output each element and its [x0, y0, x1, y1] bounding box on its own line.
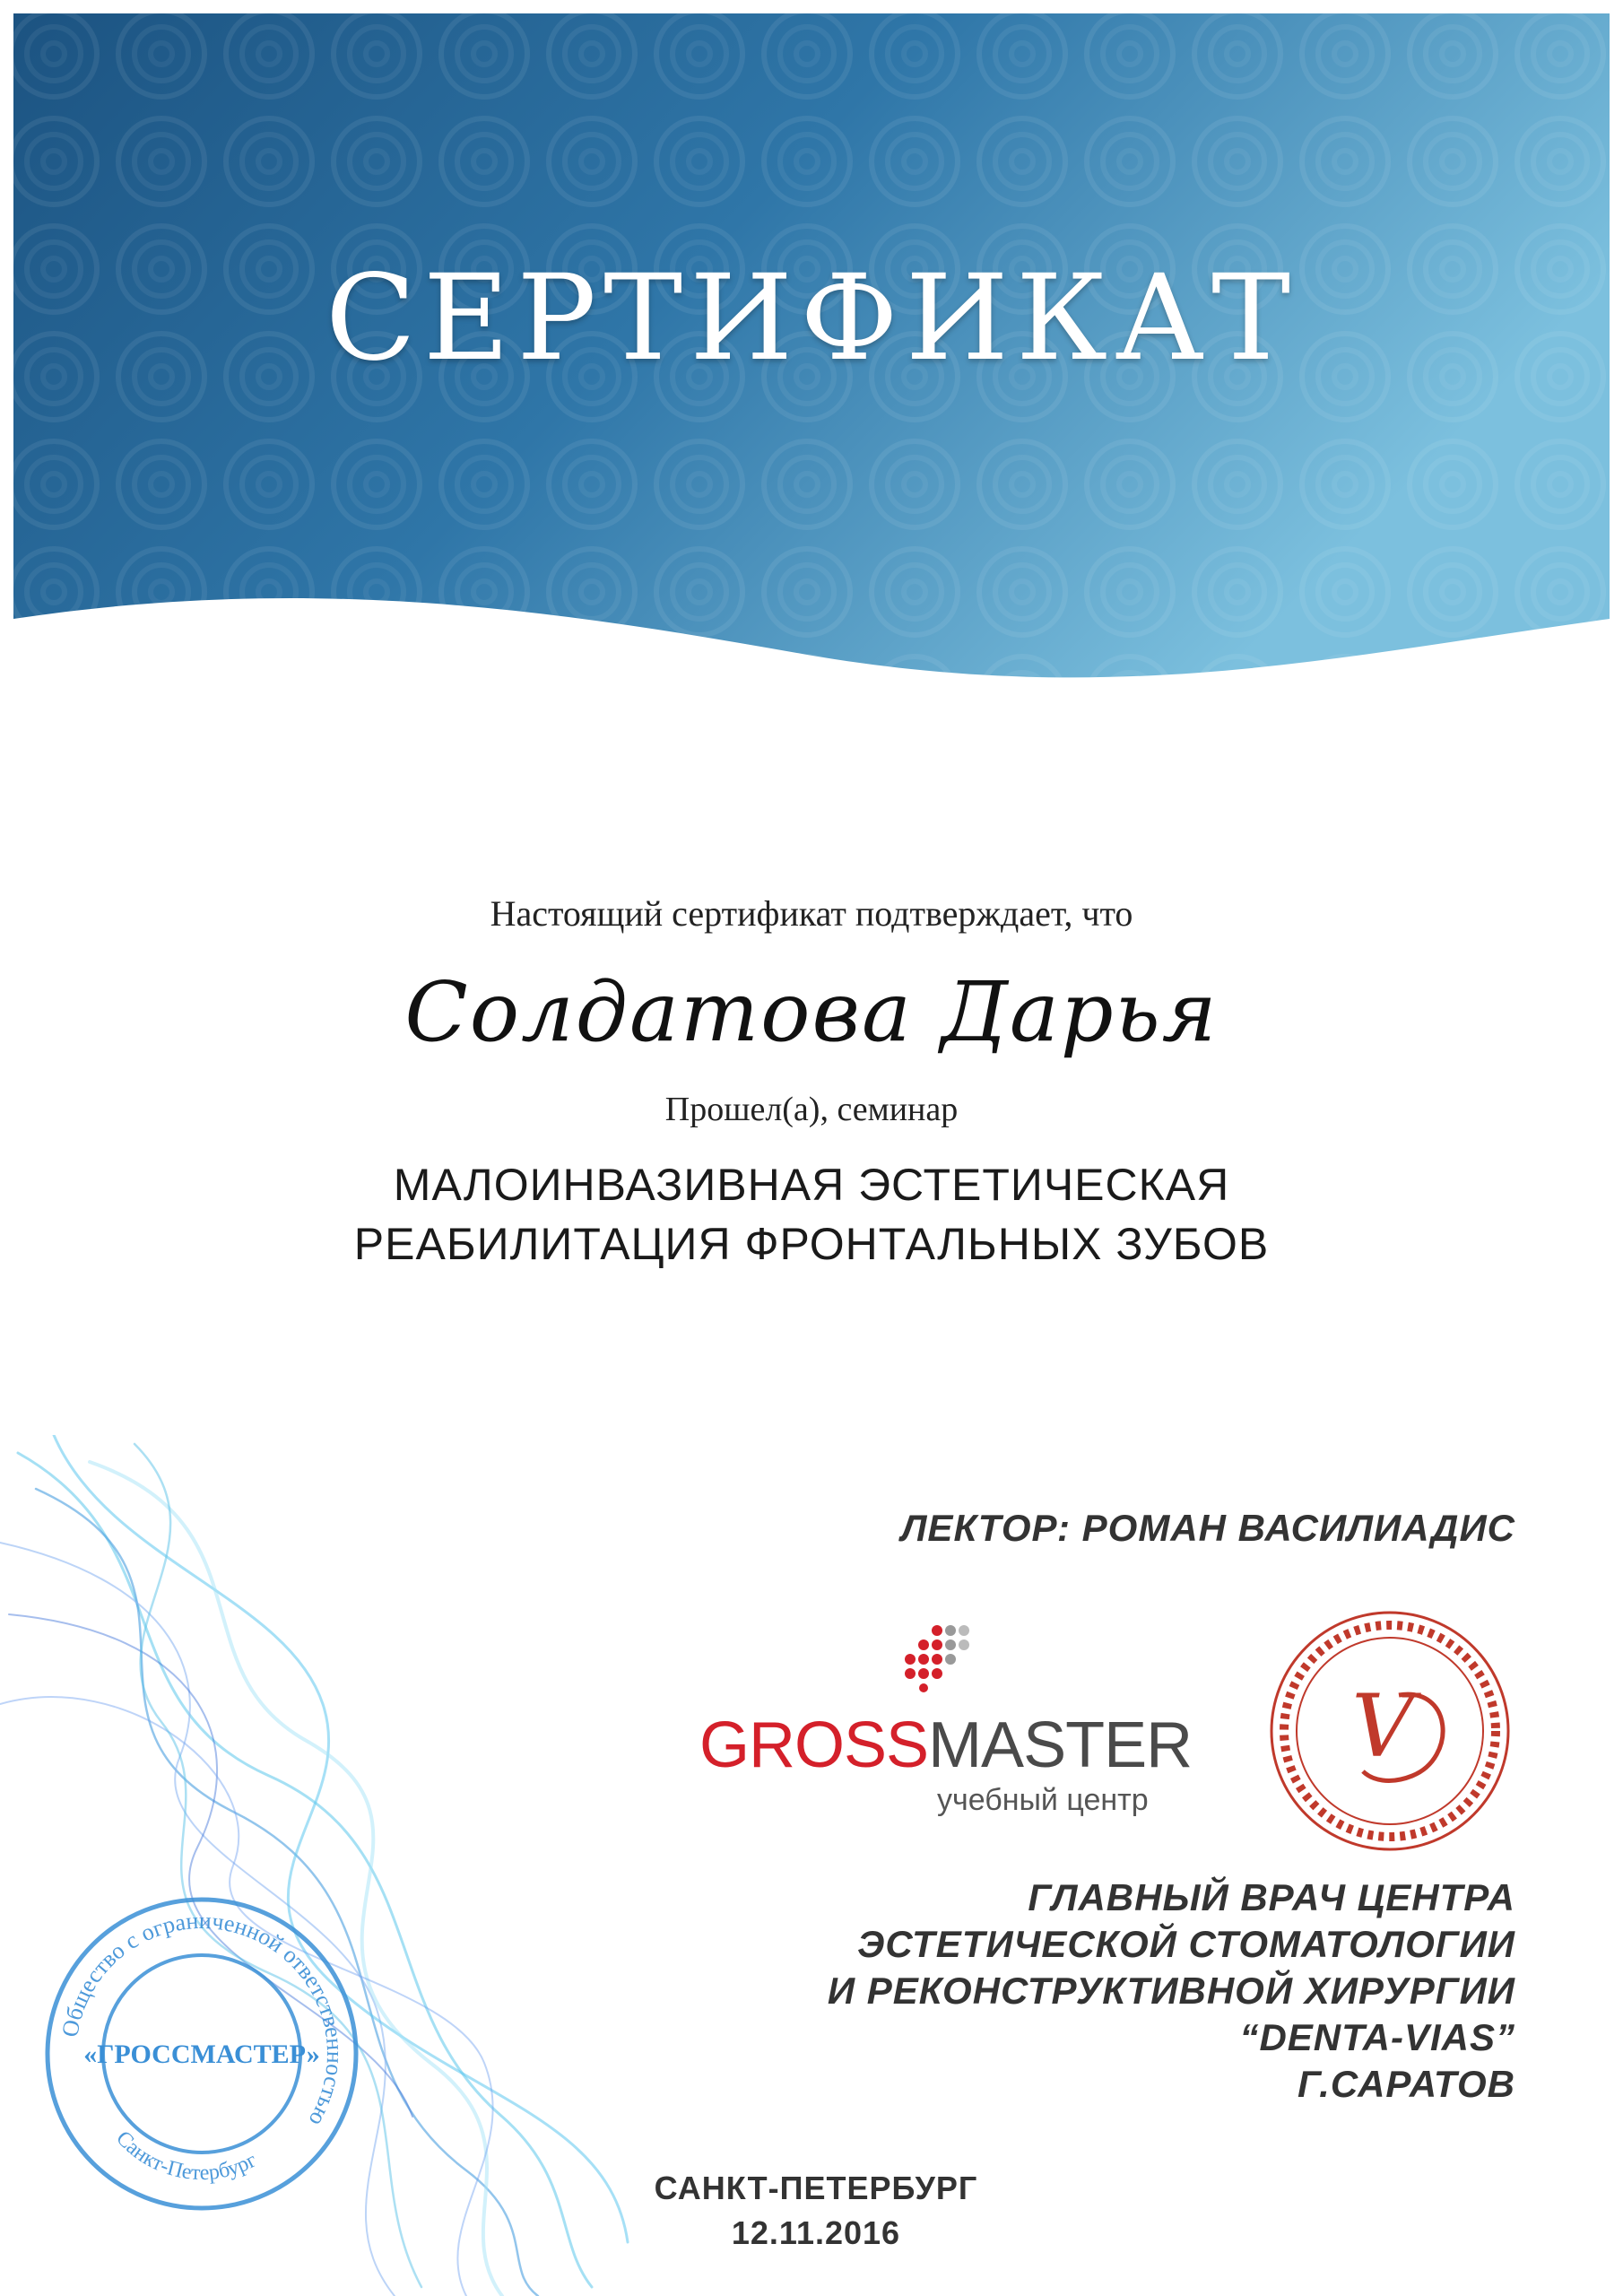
grossmaster-dots-icon	[892, 1623, 973, 1695]
lecturer: ЛЕКТОР: РОМАН ВАСИЛИАДИС	[900, 1507, 1515, 1549]
company-stamp-icon	[36, 1888, 368, 2220]
seminar-title	[0, 1155, 1623, 1274]
clinic-line: “DENTA-VIAS”	[1239, 2016, 1515, 2058]
clinic-info	[828, 1874, 1515, 2108]
seminar-title-line: РЕАБИЛИТАЦИЯ ФРОНТАЛЬНЫХ ЗУБОВ	[353, 1219, 1270, 1269]
clinic-line: ЭСТЕТИЧЕСКОЙ СТОМАТОЛОГИИ	[857, 1923, 1515, 1965]
svg-text:V: V	[1351, 1676, 1414, 1777]
grossmaster-wordmark	[699, 1709, 1192, 1782]
footer-date: 12.11.2016	[731, 2214, 901, 2251]
grossmaster-gross: GROSS	[699, 1709, 929, 1781]
clinic-line: И РЕКОНСТРУКТИВНОЙ ХИРУРГИИ	[827, 1970, 1515, 2012]
svg-text:Общество с ограниченной ответс: Общество с ограниченной ответственностью	[56, 1907, 349, 2131]
intro-text: Настоящий сертификат подтверждает, что	[490, 893, 1133, 934]
passed-text: Прошел(а), семинар	[664, 1091, 959, 1128]
certificate-title: СЕРТИФИКАТ	[325, 249, 1298, 387]
seminar-title-line: МАЛОИНВАЗИВНАЯ ЭСТЕТИЧЕСКАЯ	[393, 1160, 1230, 1210]
footer-city: САНКТ-ПЕТЕРБУРГ	[654, 2170, 978, 2206]
recipient-name: Солдатова Дарья	[404, 964, 1219, 1060]
footer	[619, 2166, 1013, 2256]
clinic-line: ГЛАВНЫЙ ВРАЧ ЦЕНТРА	[1028, 1876, 1515, 1918]
svg-text:Санкт-Петербург: Санкт-Петербург	[111, 2126, 261, 2186]
grossmaster-master: MASTER	[928, 1709, 1193, 1781]
grossmaster-logo	[699, 1623, 1193, 1821]
clinic-line: Г.САРАТОВ	[1298, 2063, 1515, 2105]
denta-vias-seal-icon	[1264, 1605, 1515, 1857]
grossmaster-subtitle: учебный центр	[937, 1783, 1149, 1817]
svg-text:«ГРОССМАСТЕР»: «ГРОССМАСТЕР»	[83, 2039, 320, 2069]
